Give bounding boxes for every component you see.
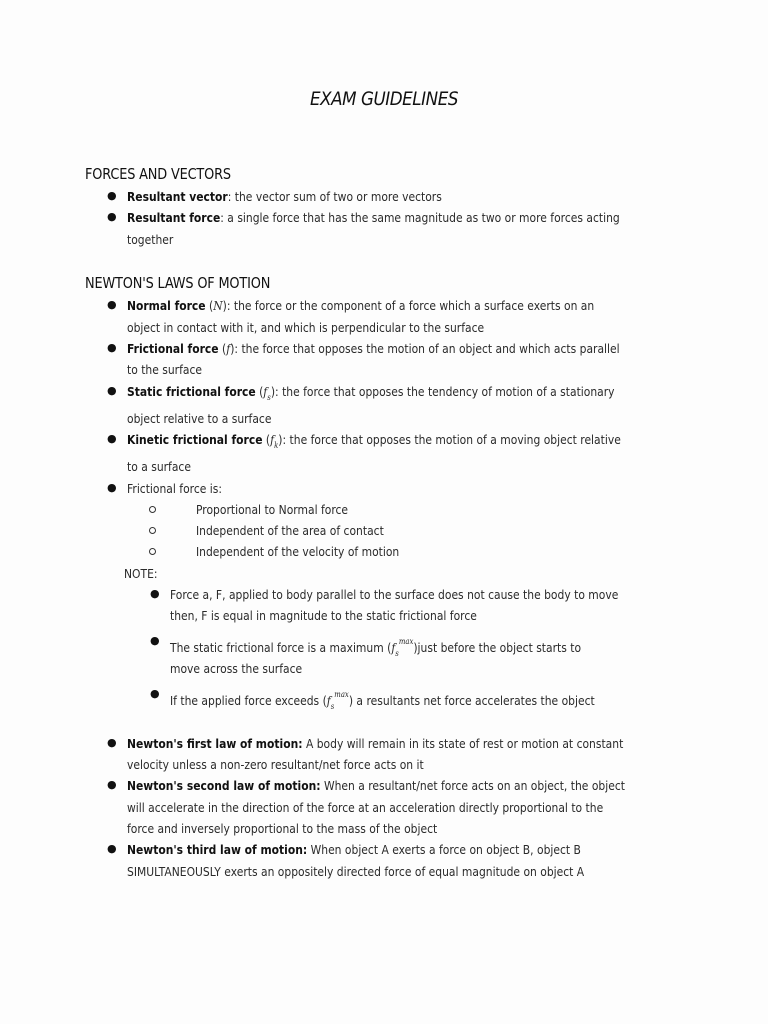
circle-bullet-icon xyxy=(149,506,156,513)
list-item xyxy=(127,210,620,226)
list-item-kinetic-frictional-force: Kinetic frictional force $(f_k)$: the force that opposes the motion of a moving object relative xyxy=(127,432,621,450)
bullet-icon: ● xyxy=(107,432,117,445)
definition-continued: to a surface xyxy=(127,459,191,474)
circle-bullet-icon xyxy=(149,527,156,534)
note-item: Force a, F, applied to body parallel to the surface does not cause the body to move xyxy=(170,587,619,602)
list-item xyxy=(127,189,442,205)
superscript: max xyxy=(334,690,349,699)
note-label: NOTE: xyxy=(124,566,158,581)
definition: When object A exerts a force on object B, object B xyxy=(307,842,581,857)
definition-continued: SIMULTANEOUSLY exerts an oppositely directed force of equal magnitude on object A xyxy=(127,864,585,879)
circle-bullet-icon xyxy=(149,548,156,555)
list-item-third-law xyxy=(127,842,581,858)
subscript: s xyxy=(267,393,271,402)
definition: : the force or the component of a force which a surface exerts on an xyxy=(226,298,595,313)
definition-continued: object in contact with it, and which is perpendicular to the surface xyxy=(127,320,485,335)
sub-list-item: Proportional to Normal force xyxy=(196,502,349,517)
definition: A body will remain in its state of rest or motion at constant xyxy=(302,736,624,751)
note-text: a resultants net force accelerates the object xyxy=(353,693,595,708)
symbol: f xyxy=(326,693,331,708)
definition-continued: velocity unless a non-zero resultant/net force acts on it xyxy=(127,757,424,772)
definition: : a single force that has the same magnitude as two or more forces acting xyxy=(220,210,620,225)
list-item-first-law xyxy=(127,736,623,752)
list-item-second-law xyxy=(127,778,625,794)
bullet-icon: ● xyxy=(107,736,117,749)
definition-continued: will accelerate in the direction of the force at an acceleration directly proportional to the xyxy=(127,800,604,815)
subscript: s xyxy=(395,649,399,658)
term: Newton's third law of motion: xyxy=(127,842,308,857)
bullet-icon: ● xyxy=(107,341,117,354)
note-item-continued: move across the surface xyxy=(170,661,303,676)
bullet-icon: ● xyxy=(107,210,117,223)
list-item-normal-force: Normal force (N): the force or the component of a force which a surface exerts on an xyxy=(127,298,595,313)
sub-list-item: Independent of the area of contact xyxy=(196,523,384,538)
symbol: f xyxy=(270,432,275,447)
note-item-continued: then, F is equal in magnitude to the static frictional force xyxy=(170,608,477,623)
list-item-frictional-force-is: Frictional force is: xyxy=(127,481,223,496)
bullet-icon: ● xyxy=(107,384,117,397)
note-text: just before the object starts to xyxy=(417,640,582,655)
bullet-icon: ● xyxy=(150,687,160,700)
note-text: The static frictional force is a maximum xyxy=(170,640,388,655)
term: Newton's first law of motion: xyxy=(127,736,303,751)
term: Resultant vector xyxy=(127,189,228,204)
term: Frictional force xyxy=(127,341,219,356)
symbol: f xyxy=(391,640,396,655)
sub-list-item: Independent of the velocity of motion xyxy=(196,544,400,559)
term: Newton's second law of motion: xyxy=(127,778,321,793)
definition-continued: object relative to a surface xyxy=(127,411,272,426)
note-text: If the applied force exceeds xyxy=(170,693,323,708)
symbol: N xyxy=(213,298,223,313)
bullet-icon: ● xyxy=(150,634,160,647)
section-heading-forces-vectors: FORCES AND VECTORS xyxy=(85,165,231,183)
bullet-icon: ● xyxy=(150,587,160,600)
term: Kinetic frictional force xyxy=(127,432,263,447)
definition: : the force that opposes the tendency of motion of a stationary xyxy=(275,384,615,399)
note-item: The static frictional force is a maximum $(f_s^{max})just$ before the object starts to xyxy=(170,637,582,658)
definition-continued: force and inversely proportional to the mass of the object xyxy=(127,821,438,836)
term: Normal force xyxy=(127,298,206,313)
note-item: If the applied force exceeds $(f_s^{max})$ a resultants net force accelerates the object xyxy=(170,690,595,711)
definition: When a resultant/net force acts on an object, the object xyxy=(320,778,625,793)
superscript: max xyxy=(398,637,414,646)
symbol: f xyxy=(263,384,268,399)
section-heading-newtons-laws: NEWTON'S LAWS OF MOTION xyxy=(85,274,271,292)
bullet-icon: ● xyxy=(107,481,117,494)
list-item-frictional-force: Frictional force (f): the force that opposes the motion of an object and which acts parallel xyxy=(127,341,620,356)
list-item-static-frictional-force: Static frictional force $(f_s)$: the force that opposes the tendency of motion of a stationary xyxy=(127,384,615,402)
subscript: s xyxy=(330,702,335,711)
term: Static frictional force xyxy=(127,384,256,399)
bullet-icon: ● xyxy=(107,842,117,855)
bullet-icon: ● xyxy=(107,778,117,791)
term: Resultant force xyxy=(127,210,221,225)
bullet-icon: ● xyxy=(107,189,117,202)
definition: : the force that opposes the motion of a moving object relative xyxy=(282,432,621,447)
page-title: EXAM GUIDELINES xyxy=(309,88,459,110)
definition-continued: to the surface xyxy=(127,362,203,377)
definition: : the force that opposes the motion of an object and which acts parallel xyxy=(234,341,620,356)
definition: : the vector sum of two or more vectors xyxy=(227,189,442,204)
symbol: f xyxy=(226,341,231,356)
subscript: k xyxy=(274,441,279,450)
bullet-icon: ● xyxy=(107,298,117,311)
definition-continued: together xyxy=(127,232,174,247)
